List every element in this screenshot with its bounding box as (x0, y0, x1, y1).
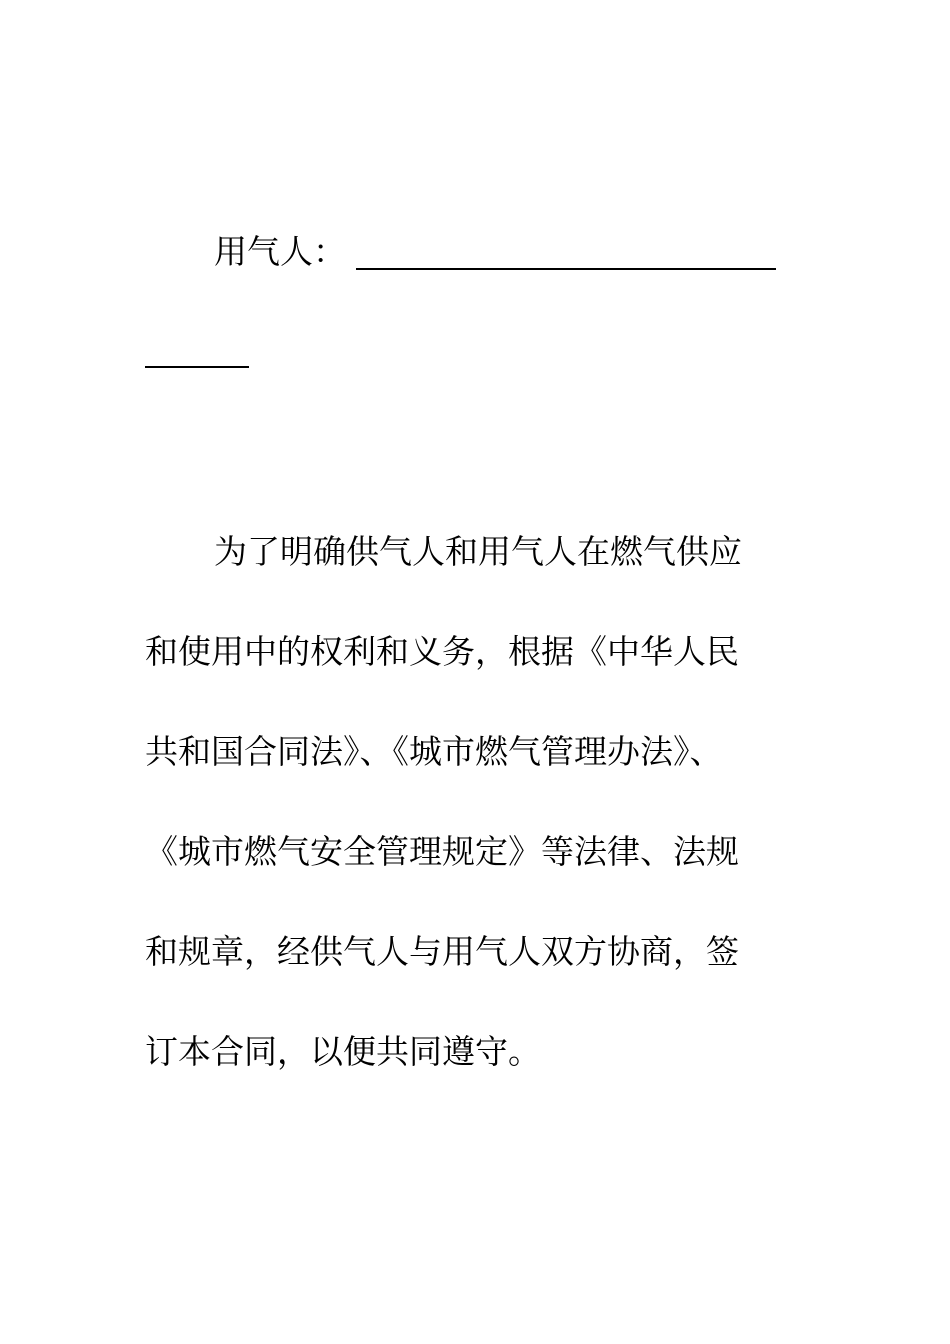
preamble-line: 《城市燃气安全管理规定》等法律、法规 (145, 832, 739, 871)
preamble-line: 订本合同，以便共同遵守。 (145, 1032, 541, 1071)
party-blank-line-continued (145, 366, 249, 368)
preamble-line: 和规章，经供气人与用气人双方协商，签 (145, 932, 739, 971)
party-label: 用气人： (214, 232, 346, 271)
preamble-line: 和使用中的权利和义务，根据《中华人民 (145, 632, 739, 671)
preamble-line: 共和国合同法》、《城市燃气管理办法》、 (145, 732, 723, 771)
preamble-line: 为了明确供气人和用气人在燃气供应 (214, 532, 742, 571)
party-blank-line (356, 268, 776, 270)
